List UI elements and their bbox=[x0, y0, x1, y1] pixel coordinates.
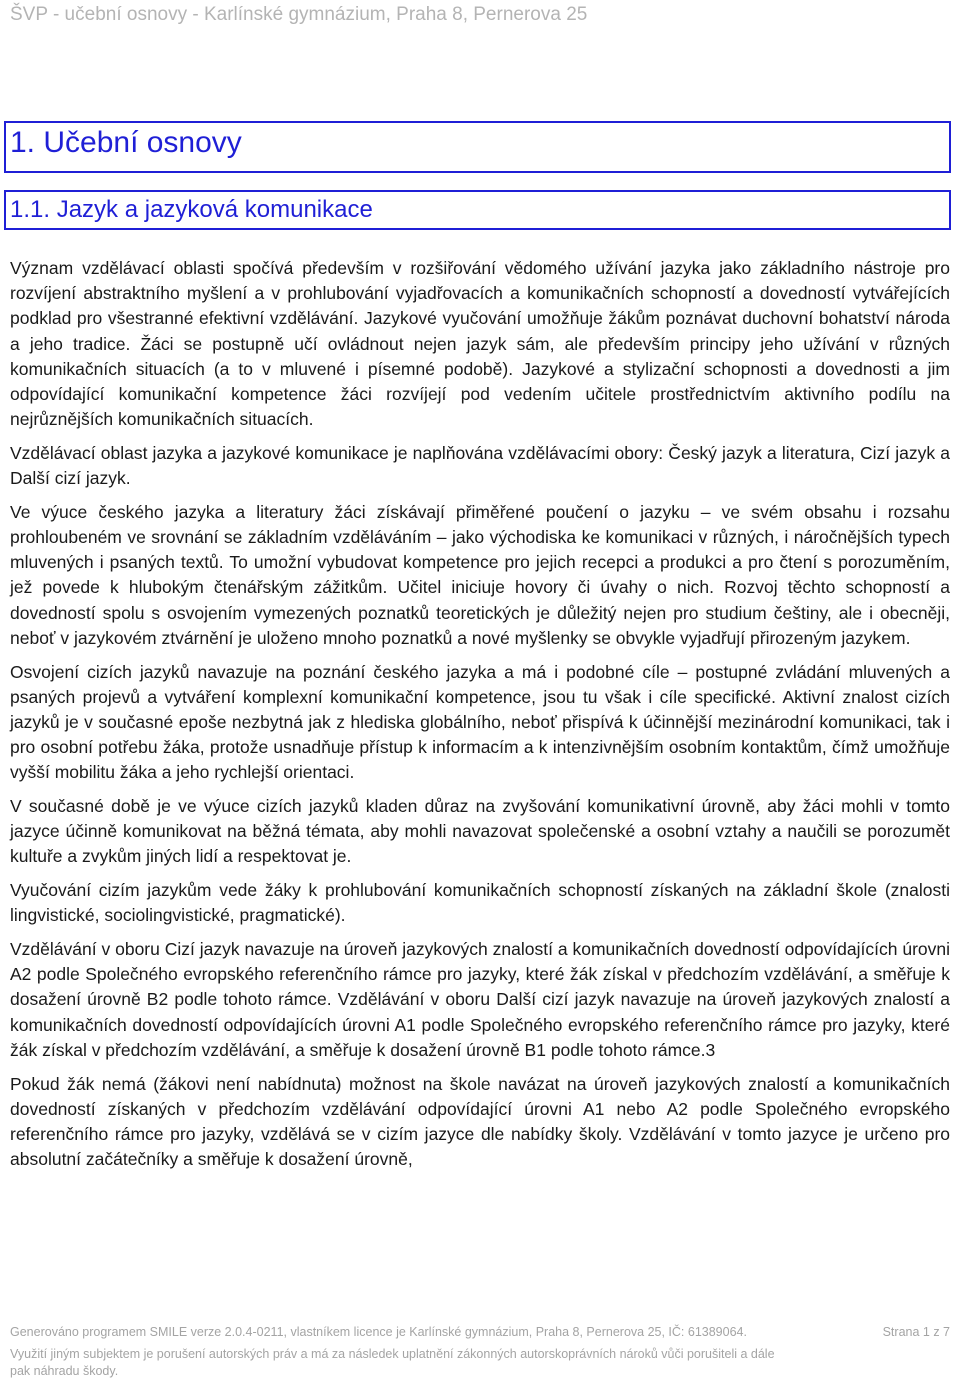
paragraph: Pokud žák nemá (žákovi není nabídnuta) možnost na škole navázat na úroveň jazykových znalostí a komunikačních dovedností získaných v předchozím vzdělávání odpovídající úrovni A1 nebo A2 podle Společného evropského referenčního rámce pro jazyky, vzdělává se v cizím jazyce dle nabídky školy. Vzdělávání v tomto jazyce je určeno pro absolutní začátečníky a směřuje k dosažení úrovně, bbox=[10, 1073, 950, 1170]
paragraph: Ve výuce českého jazyka a literatury žáci získávají přiměřené poučení o jazyku – ve svém obsahu i rozsahu prohloubeném ve srovnání se základním vzděláváním – jako východiska ke komunikaci v různých, i náročnějších typech mluvených i psaných textů. To umožní vybudovat kompetence pro jejich recepci a produkci a pro čtení s porozuměním, jež povede k hlubokým čtenářským zážitkům. Učitel iniciuje hovory či úvahy o nich. Rozvoj těchto schopností a dovedností spolu s osvojením vymezených poznatků teoretických je důležitý nejen pro studium češtiny, ale i obecněji, neboť v jazykovém ztvárnění je uloženo mnoho poznatků a nové myšlenky se obvykle vyjadřují přirozeným jazykem. bbox=[10, 501, 950, 648]
paragraph: V současné době je ve výuce cizích jazyků kladen důraz na zvyšování komunikativní úrovně, aby žáci mohli v tomto jazyce účinně komunikovat na běžná témata, aby mohli navazovat společenské a osobní vztahy a naučili se porozumět kultuře a zvykům jiných lidí a respektovat je. bbox=[10, 796, 950, 867]
document-header-title: ŠVP - učební osnovy - Karlínské gymnázium, Praha 8, Pernerova 25 bbox=[10, 4, 588, 25]
page-number: Strana 1 z 7 bbox=[882, 1325, 950, 1339]
paragraph: Význam vzdělávací oblasti spočívá především v rozšiřování vědomého užívání jazyka jako základního nástroje pro rozvíjení abstraktního myšlení a v prohlubování vyjadřovacích a komunikačních schopností a dovedností vytvářejících podklad pro všestranné efektivní vzdělávání. Jazykové vyučování umožňuje žákům poznávat duchovní bohatství národa a jeho tradice. Žáci se postupně učí ovládnout nejen jazyk sám, ale především principy jeho užívání v různých komunikačních situacích (a to v mluvené i písemné podobě). Jazykové a stylizační schopnosti a dovednosti a jim odpovídající komunikační kompetence žáci rozvíjejí pod vedením učitele prostřednictvím aktivního podílu na nejrůznějších komunikačních situacích. bbox=[10, 258, 950, 430]
heading-level1: 1. Učební osnovy bbox=[10, 126, 242, 159]
paragraph: Vzdělávání v oboru Cizí jazyk navazuje na úroveň jazykových znalostí a komunikačních dovedností odpovídajících úrovni A2 podle Společného evropského referenčního rámce pro jazyky, které žák získal v předchozím vzdělávání, a směřuje k dosažení úrovně B2 podle tohoto rámce. Vzdělávání v oboru Další cizí jazyk navazuje na úroveň jazykových znalostí a komunikačních dovedností odpovídajících úrovni A1 podle Společného evropského referenčního rámce pro jazyky, které žák získal v předchozím vzdělávání, a směřuje k dosažení úrovně B1 podle tohoto rámce.3 bbox=[10, 939, 950, 1060]
footer-copyright-notice: Využití jiným subjektem je porušení autorských práv a má za následek uplatnění zákonných autorskoprávních nároků vůči porušiteli a dále pak náhradu škody. bbox=[10, 1347, 775, 1378]
paragraph: Vyučování cizím jazykům vede žáky k prohlubování komunikačních schopností získaných na základní škole (znalosti lingvistické, sociolingvistické, pragmatické). bbox=[10, 880, 950, 926]
document-body bbox=[10, 256, 950, 1181]
heading-level2: 1.1. Jazyk a jazyková komunikace bbox=[10, 196, 373, 223]
footer-generated-note: Generováno programem SMILE verze 2.0.4-0211, vlastníkem licence je Karlínské gymnázium, Praha 8, Pernerova 25, IČ: 61389064. bbox=[10, 1325, 747, 1339]
footer-row bbox=[10, 1324, 950, 1341]
document-footer bbox=[10, 1324, 950, 1380]
paragraph: Osvojení cizích jazyků navazuje na poznání českého jazyka a má i podobné cíle – postupné zvládání mluvených a psaných projevů a vytváření komplexní komunikační kompetence, jsou tu však i cíle specifické. Aktivní znalost cizích jazyků je v současné epoše nezbytná jak z hlediska globálního, neboť přispívá k účinnější mezinárodní komunikaci, tak i pro osobní potřebu žáka, protože usnadňuje přístup k informacím a k intenzivnějším osobním kontaktům, čímž umožňuje vyšší mobilitu žáka a jeho rychlejší orientaci. bbox=[10, 661, 950, 783]
paragraph: Vzdělávací oblast jazyka a jazykové komunikace je naplňována vzdělávacími obory: Český jazyk a literatura, Cizí jazyk a Další cizí jazyk. bbox=[10, 442, 950, 489]
